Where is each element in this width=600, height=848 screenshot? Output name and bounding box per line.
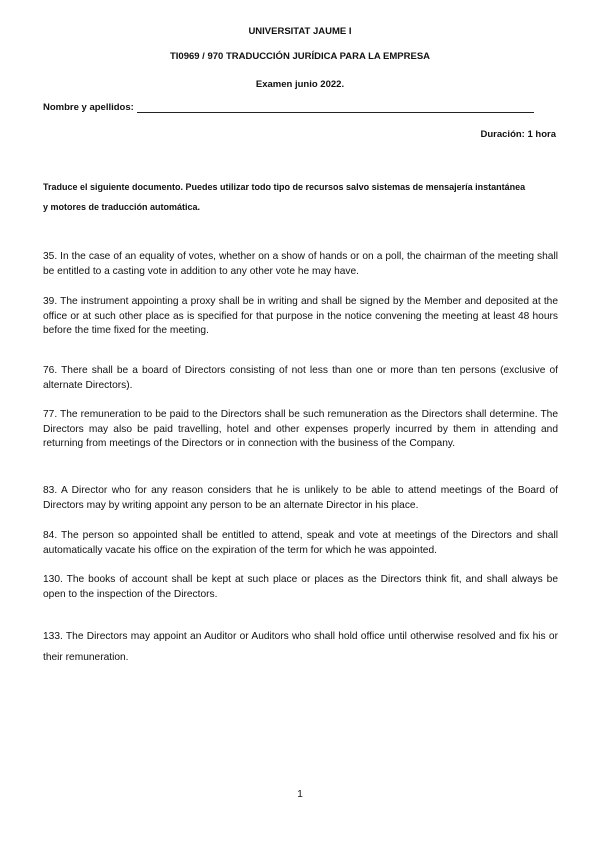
name-underline-field[interactable] [137,112,534,113]
instructions-line-2: y motores de traducción automática. [43,202,201,212]
course-title: TI0969 / 970 TRADUCCIÓN JURÍDICA PARA LA EMPRESA [169,51,431,62]
article-84: 84. The person so appointed shall be entitled to attend, speak and vote at meetings of the Directors and shall automatically vacate his office on the expiration of the term for which he was appointed. [43,530,558,556]
article-83: 83. A Director who for any reason considers that he is unlikely to be able to attend meetings of the Board of Directors may by writing appoint any person to be an alternate Director in his place. [43,485,558,511]
article-130: 130. The books of account shall be kept at such place or places as the Directors think fit, and shall always be open to the inspection of the Directors. [43,574,558,600]
instructions-line-1: Traduce el siguiente documento. Puedes utilizar todo tipo de recursos salvo sistemas de mensajería instantánea [43,182,526,192]
name-label: Nombre y apellidos: [43,102,134,113]
article-35: 35. In the case of an equality of votes, whether on a show of hands or on a poll, the chairman of the meeting shall be entitled to a casting vote in addition to any other vote he may have. [43,251,558,277]
duration-label: Duración: 1 hora [480,129,556,140]
article-133: 133. The Directors may appoint an Auditor or Auditors who shall hold office until otherwise resolved and fix his or their remuneration. [43,631,558,663]
article-77: 77. The remuneration to be paid to the Directors shall be such remuneration as the Directors shall determine. The Directors may also be paid travelling, hotel and other expenses properly incurred by them in attending and returning from meetings of the Directors or in connection with the business of the Company. [43,409,558,449]
university-title: UNIVERSITAT JAUME I [248,26,352,37]
article-76: 76. There shall be a board of Directors consisting of not less than one or more than ten persons (exclusive of alternate Directors). [43,365,558,391]
article-39: 39. The instrument appointing a proxy shall be in writing and shall be signed by the Member and deposited at the office or at such other place as is specified for that purpose in the notice convening the meeting at least 48 hours before the time fixed for the meeting. [43,296,558,336]
page-number: 1 [297,789,303,800]
exam-title: Examen junio 2022. [255,79,345,90]
